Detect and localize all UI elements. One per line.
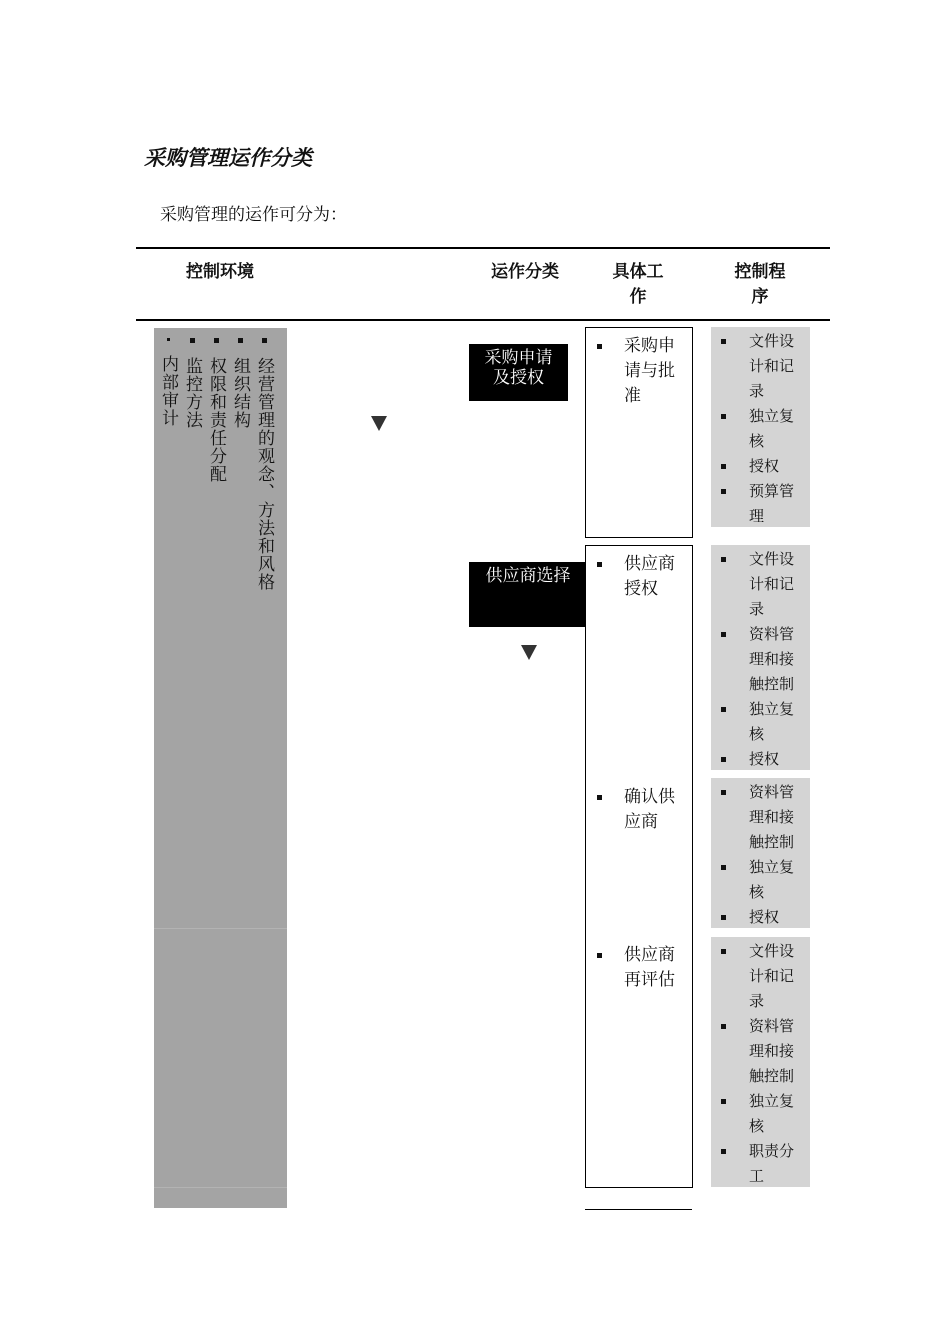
control-procedure-box	[711, 937, 810, 1187]
control-item: 资料管理和接触控制	[711, 622, 810, 697]
control-item: 授权	[711, 905, 810, 930]
control-item: 文件设计和记录	[711, 329, 810, 404]
header-control-procedure-line2: 序	[751, 287, 769, 307]
env-divider	[154, 928, 287, 929]
work-box-request: 采购申 请与批 准	[585, 327, 693, 538]
env-divider	[154, 1187, 287, 1188]
control-item: 资料管理和接触控制	[711, 780, 810, 855]
section-title: 采购管理运作分类	[144, 146, 312, 170]
header-specific-work-line2: 作	[629, 287, 647, 307]
header-control-environment: 控制环境	[186, 262, 254, 282]
control-item: 独立复核	[711, 1089, 810, 1139]
control-item: 文件设计和记录	[711, 939, 810, 1014]
env-item: 经营管理的观念、方法和风格	[253, 338, 275, 591]
control-item: 文件设计和记录	[711, 547, 810, 622]
control-item: 独立复核	[711, 404, 810, 454]
control-item: 独立复核	[711, 697, 810, 747]
control-procedure-box	[711, 327, 810, 527]
intro-text: 采购管理的运作可分为：	[160, 205, 347, 225]
header-specific-work-line1: 具体工	[612, 262, 664, 282]
work-box-supplier: 供应商 授权 确认供 应商 供应商 再评估	[585, 545, 693, 1188]
work-bottom-rule	[585, 1209, 692, 1210]
arrow-down-icon	[371, 416, 387, 431]
table-header-rule	[136, 319, 830, 321]
control-item: 授权	[711, 747, 810, 772]
control-item: 授权	[711, 454, 810, 479]
arrow-down-icon	[521, 645, 537, 660]
control-item: 职责分工	[711, 1139, 810, 1189]
header-operation-category: 运作分类	[491, 262, 559, 282]
env-item: 组织结构	[229, 338, 251, 429]
env-item: 内部审计	[157, 338, 179, 427]
control-environment-panel	[154, 328, 287, 1208]
header-control-procedure	[720, 260, 800, 310]
control-item: 资料管理和接触控制	[711, 1014, 810, 1089]
env-item: 权限和责任分配	[205, 338, 227, 483]
control-procedure-box	[711, 545, 810, 770]
env-item: 监控方法	[181, 338, 203, 429]
category-purchase-request: 采购申请 及授权	[469, 344, 568, 401]
control-item: 预算管理	[711, 479, 810, 529]
category-supplier-selection: 供应商选择	[469, 562, 587, 627]
control-procedure-box	[711, 778, 810, 928]
control-item: 独立复核	[711, 855, 810, 905]
header-control-procedure-line1: 控制程	[734, 262, 786, 282]
table-top-rule	[136, 247, 830, 249]
header-specific-work	[598, 260, 678, 310]
